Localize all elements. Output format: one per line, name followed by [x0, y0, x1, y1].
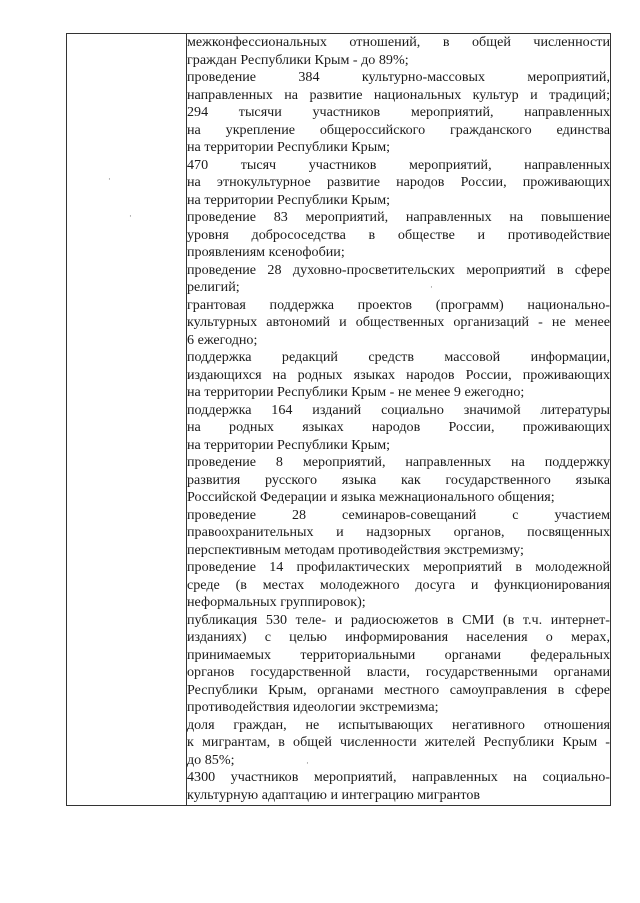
text-line: противодействия идеологии экстремизма;	[187, 699, 439, 715]
text-line: публикация 530 теле- и радиосюжетов в СМИ (в т.ч. интернет-	[187, 611, 610, 628]
text-line: на территории Республики Крым;	[187, 436, 391, 453]
scan-speck: ·	[129, 212, 132, 222]
text-line: развития русского языка как государственного языка	[187, 471, 610, 488]
text-line: культурных автономий и общественных организаций - не менее	[187, 314, 610, 330]
text-line: проведение 384 культурно-массовых мероприятий,	[187, 69, 610, 85]
text-line: проведение 28 семинаров-совещаний с участием	[187, 506, 610, 523]
text-line: на родных языках народов России, проживающих	[187, 419, 610, 435]
text-line: проведение 8 мероприятий, направленных на поддержку	[187, 454, 610, 470]
text-line: 4300 участников мероприятий, направленных на социально-	[187, 769, 610, 785]
text-line: на территории Республики Крым;	[187, 139, 391, 155]
scan-speck: ·	[430, 283, 433, 293]
scan-speck: ·	[306, 759, 309, 769]
text-line: граждан Республики Крым - до 89%;	[187, 51, 409, 68]
document-table	[66, 33, 611, 806]
text-line: проявлениям ксенофобии;	[187, 244, 345, 260]
text-line: изданиях) с целью информирования населения о мерах,	[187, 629, 610, 645]
text-line: перспективным методам противодействия экстремизму;	[187, 541, 524, 558]
text-line: проведение 28 духовно-просветительских мероприятий в сфере	[187, 261, 610, 278]
scan-speck: ·	[108, 175, 111, 185]
text-line: принимаемых территориальными органами федеральных	[187, 646, 610, 663]
paragraph-lines	[187, 34, 610, 804]
text-line: 294 тысячи участников мероприятий, направленных	[187, 104, 610, 120]
text-line: религий;	[187, 279, 240, 295]
text-line: доля граждан, не испытывающих негативного отношения	[187, 716, 610, 733]
text-line: неформальных группировок);	[187, 594, 366, 610]
text-line: на территории Республики Крым;	[187, 191, 391, 208]
text-line: до 85%;	[187, 751, 235, 768]
text-line: поддержка редакций средств массовой информации,	[187, 349, 610, 365]
text-line: проведение 83 мероприятий, направленных на повышение	[187, 209, 610, 225]
text-line: Республики Крым, органами местного самоуправления в сфере	[187, 681, 610, 698]
text-line: направленных на развитие национальных культур и традиций;	[187, 86, 610, 103]
text-cell	[187, 34, 611, 806]
text-line: 6 ежегодно;	[187, 331, 258, 348]
text-line: уровня добрососедства в обществе и противодействие	[187, 226, 610, 243]
text-line: поддержка 164 изданий социально значимой литературы	[187, 401, 610, 418]
text-line: среде (в местах молодежного досуга и функционирования	[187, 576, 610, 593]
table-row	[67, 34, 611, 806]
text-line: грантовая поддержка проектов (программ) национально-	[187, 296, 610, 313]
text-line: на укрепление общероссийского гражданского единства	[187, 121, 610, 138]
text-line: на территории Республики Крым - не менее 9 ежегодно;	[187, 384, 525, 400]
text-line: к мигрантам, в общей численности жителей Республики Крым -	[187, 734, 610, 750]
text-line: Российской Федерации и языка межнационального общения;	[187, 489, 555, 505]
text-line: межконфессиональных отношений, в общей численности	[187, 34, 610, 50]
text-line: 470 тысяч участников мероприятий, направленных	[187, 156, 610, 173]
text-line: правоохранительных и надзорных органов, посвященных	[187, 524, 610, 540]
text-line: издающихся на родных языках народов России, проживающих	[187, 366, 610, 383]
text-line: проведение 14 профилактических мероприятий в молодежной	[187, 559, 610, 575]
text-line: культурную адаптацию и интеграцию мигрантов	[187, 786, 481, 803]
empty-left-cell	[67, 34, 187, 806]
text-line: органов государственной власти, государственными органами	[187, 664, 610, 680]
text-line: на этнокультурное развитие народов России, проживающих	[187, 174, 610, 190]
